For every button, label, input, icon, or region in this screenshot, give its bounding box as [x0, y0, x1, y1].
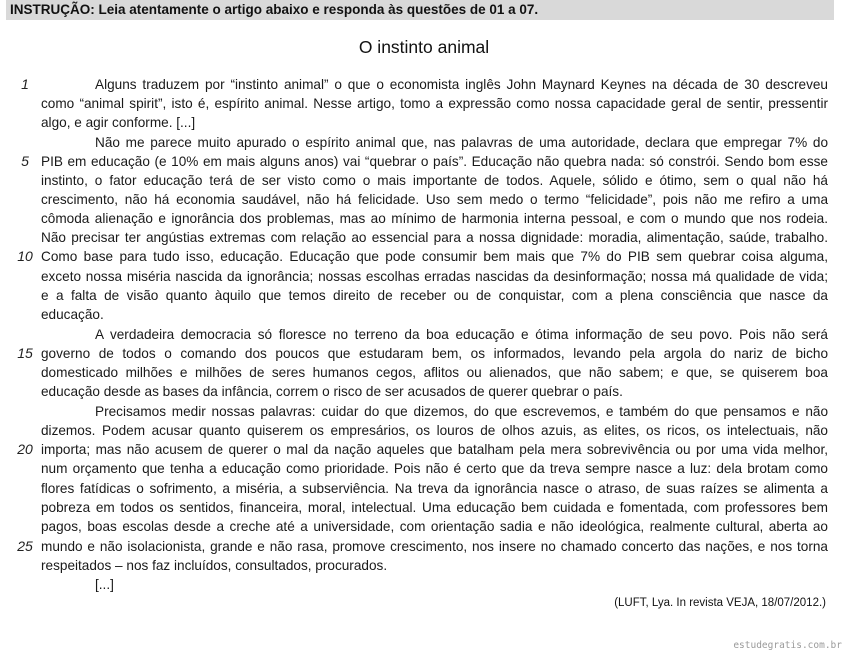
text-line: educação desde as bases da infância, correm o risco de ser acusados de querer quebrar o país.: [41, 384, 623, 399]
line-number: 5: [21, 153, 29, 169]
text-line: importa; mas não acusem de querer o mal da nação aqueles que batalham pela mera sobrevivência ou por uma vida melhor,: [41, 442, 828, 457]
line-number: 1: [21, 76, 29, 92]
text-line: Não precisar ter angústias extremas com relação ao essencial para a nossa dignidade: moradia, alimentação, saúde, trabalho.: [41, 230, 828, 245]
text-line: PIB em educação (e 10% em mais alguns anos) vai “quebrar o país”. Educação não quebra nada: só constrói. Sendo bom esse: [41, 154, 828, 169]
text-line: Como base para tudo isso, educação. Educação que pode consumir bem mais que 7% do PIB sem quebrar coisa alguma,: [41, 249, 828, 264]
text-line: flores fatídicas o sofrimento, a miséria, a subserviência. Na treva da ignorância nasce o atraso, de suas raízes se alimenta a: [41, 481, 828, 496]
text-line: Alguns traduzem por “instinto animal” o que o economista inglês John Maynard Keynes na década de 30 descreveu: [95, 77, 828, 92]
instruction-text: INSTRUÇÃO: Leia atentamente o artigo abaixo e responda às questões de 01 a 07.: [10, 2, 539, 17]
text-line: pobreza em todos os sentidos, financeira, moral, intelectual. Uma educação bem cuidada e fomentada, com professores bem: [41, 500, 828, 515]
text-line: crescimento, não há economia saudável, não há felicidade. Uso sem medo o termo “felicidade”, pois não me refiro a uma: [41, 192, 828, 207]
article-source: (LUFT, Lya. In revista VEJA, 18/07/2012.): [614, 597, 826, 609]
text-line: cômoda alienação e ignorância dos problemas, mas ao mínimo de harmonia interna pessoal, e com o mundo que nos rodeia.: [41, 211, 828, 226]
text-line: domesticado milhões e milhões de seres humanos cegos, aflitos ou alienados, que não sabem; e que, se quiserem boa: [41, 365, 828, 380]
line-number: 10: [17, 248, 33, 264]
text-line: educação.: [41, 307, 104, 322]
text-line: Não me parece muito apurado o espírito animal que, nas palavras de uma autoridade, declara que empregar 7% do: [95, 135, 828, 150]
text-line: governo de todos o comando dos poucos que estudaram bem, os informados, levando pela argola do nariz de bicho: [41, 346, 828, 361]
text-line: instinto, o fator educação terá de ser visto como o mais importante de todos. Aquele, sólido e ótimo, sem o qual não há: [41, 173, 828, 188]
text-line: mundo e não isolacionista, grande e não rasa, promove crescimento, nos insere no chamado concerto das nações, e nos torna: [41, 539, 828, 554]
text-line: dizemos. Podem acusar quanto quiserem os empresários, os louros de olhos azuis, as elites, os ricos, os intelectuais, não: [41, 423, 828, 438]
text-line: num orçamento que tenha a educação como prioridade. Pois não é certo que da treva sempre nasce a luz: dela brotam como: [41, 461, 828, 476]
line-number: 15: [17, 345, 33, 361]
site-watermark: estudegratis.com.br: [733, 640, 842, 651]
text-line: Precisamos medir nossas palavras: cuidar do que dizemos, do que escrevemos, e também do que pensamos e não: [95, 404, 828, 419]
article-title: O instinto animal: [358, 37, 490, 57]
text-line: A verdadeira democracia só floresce no terreno da boa educação e ótima informação de seu povo. Pois não será: [95, 327, 828, 342]
line-number: 25: [17, 538, 33, 554]
text-line: [...]: [95, 577, 114, 592]
line-number: 20: [17, 441, 33, 457]
text-line: pagos, boas escolas desde a creche até a universidade, com orientação sadia e não ideológica, realmente cultural, aberta ao: [41, 519, 828, 534]
text-line: como “animal spirit”, isto é, espírito animal. Nesse artigo, tomo a expressão como nossa capacidade geral de sentir, pressentir: [41, 96, 828, 111]
text-line: exceto nossa miséria nascida da ignorância; nossas escolhas erradas nascidas da desinformação; nossa má qualidade de vida;: [41, 269, 828, 284]
text-line: e a falta de visão quanto àquilo que temos direito de receber ou de conquistar, com a plena consciência que nasce da: [41, 288, 828, 303]
text-line: respeitados – nos faz incluídos, consultados, procurados.: [41, 558, 388, 573]
text-line: algo, e agir conforme. [...]: [41, 115, 196, 130]
